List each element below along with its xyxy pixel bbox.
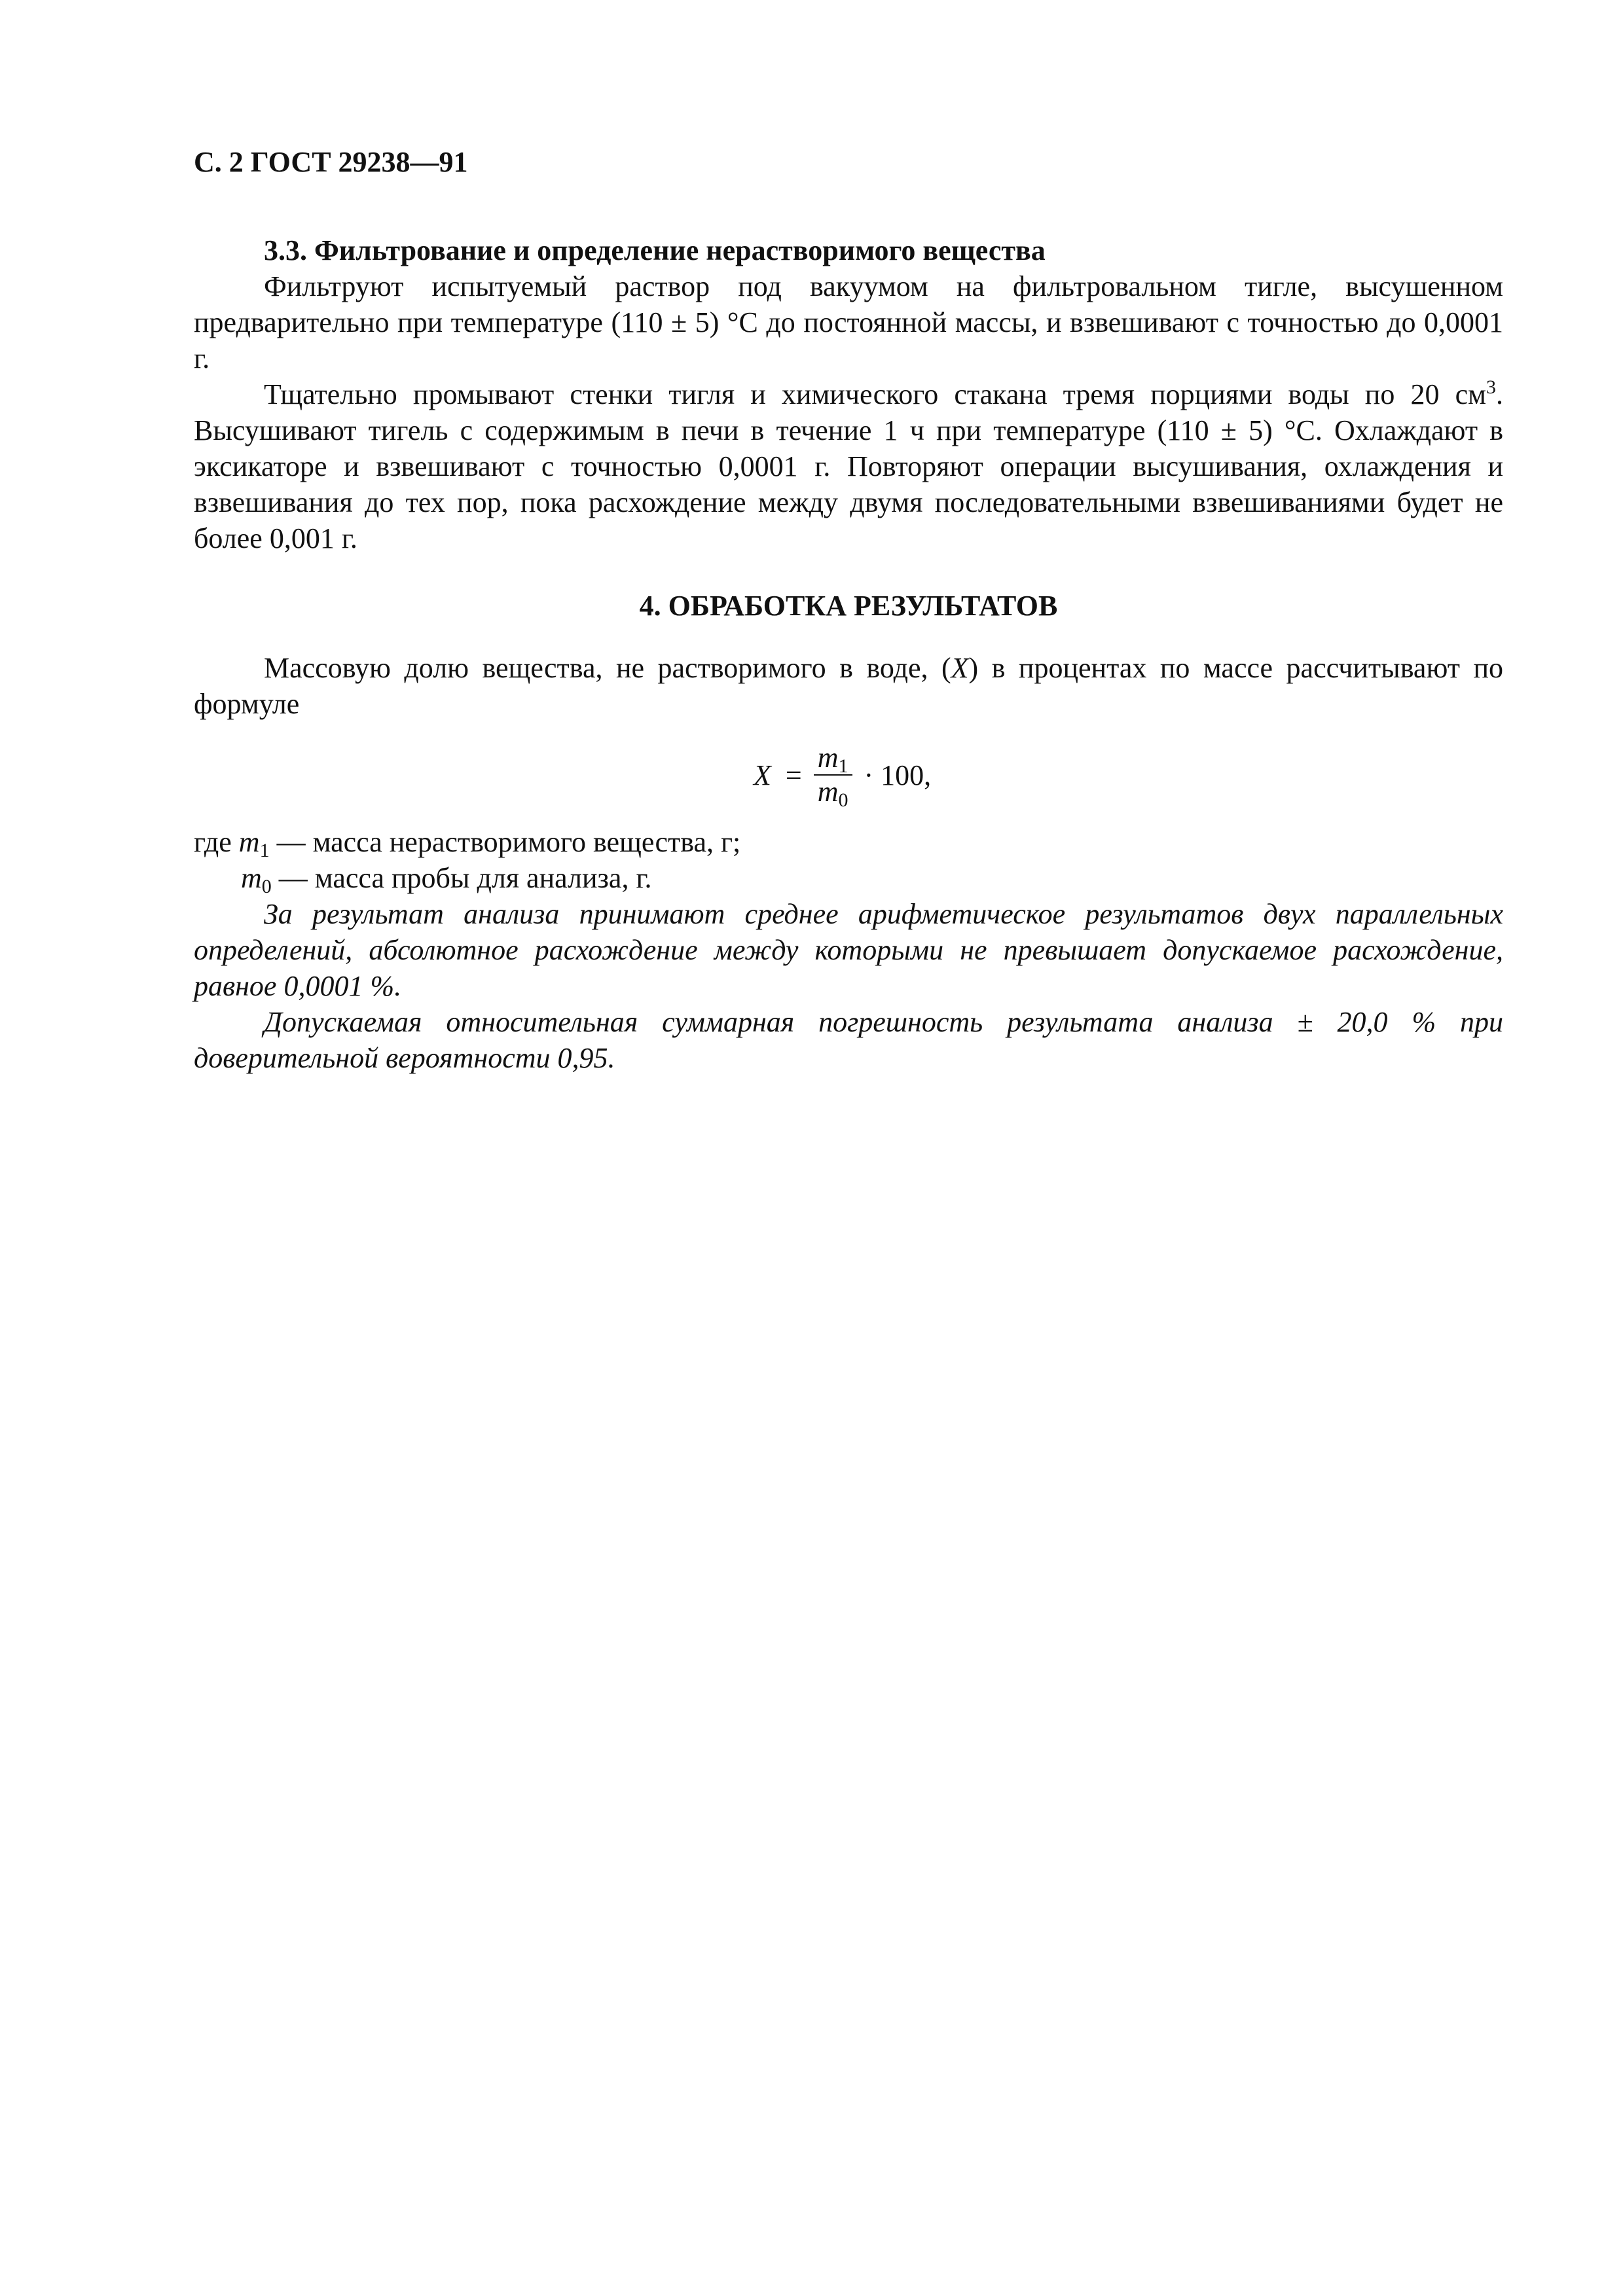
where-m0-line	[194, 860, 1503, 896]
paragraph-2-text-end: . Высушивают тигель с содержимым в печи в течение 1 ч при температуре (110 ± 5) °С. Охлаждают в эксикаторе и взвешивают с точностью 0,0001 г. Повторяют операции высушивания, охлаждения и взвешивания до тех пор, пока расхождение между двумя последовательными взвешиваниями будет не более 0,001 г.	[194, 378, 1503, 554]
error-paragraph: Допускаемая относительная суммарная погрешность результата анализа ± 20,0 % при доверительной вероятности 0,95.	[194, 1006, 1503, 1074]
cubic-superscript: 3	[1486, 376, 1496, 398]
formula-fraction	[814, 742, 852, 811]
running-head: С. 2 ГОСТ 29238—91	[194, 146, 468, 178]
where-m0-variable: m	[241, 862, 262, 894]
formula-numerator	[814, 742, 852, 776]
formula-block	[194, 736, 1503, 814]
section-4-title: 4. ОБРАБОТКА РЕЗУЛЬТАТОВ	[639, 590, 1058, 622]
formula-denominator	[814, 776, 852, 811]
subsection-3-3-paragraph-2	[194, 376, 1503, 556]
numerator-subscript: 1	[838, 755, 848, 777]
denominator-subscript: 0	[838, 789, 848, 811]
numerator-variable: m	[817, 742, 839, 774]
intro-text-end: ) в процентах по массе рассчитывают по формуле	[194, 652, 1503, 720]
where-m1-subscript: 1	[259, 840, 270, 861]
page-content	[194, 144, 1503, 1076]
where-m1-text: — масса нерастворимого вещества, г;	[269, 826, 741, 858]
where-prefix: где	[194, 826, 232, 858]
where-m1-variable: m	[238, 826, 260, 858]
formula-equals: =	[785, 759, 802, 791]
intro-text-start: Массовую долю вещества, не растворимого в воде, (	[264, 652, 951, 684]
denominator-variable: m	[817, 776, 839, 808]
subsection-3-3-title: 3.3. Фильтрование и определение нерастворимого вещества	[264, 234, 1046, 266]
section-4-intro	[194, 650, 1503, 722]
where-m1-line	[194, 824, 1503, 860]
result-paragraph: За результат анализа принимают среднее арифметическое результатов двух параллельных определений, абсолютное расхождение между которыми не превышает допускаемое расхождение, равное 0,0001 %.	[194, 898, 1503, 1002]
where-m0-subscript: 0	[261, 876, 272, 897]
formula-rhs: · 100,	[864, 759, 932, 791]
where-m0-text: — масса пробы для анализа, г.	[271, 862, 652, 894]
paragraph-2-text-start: Тщательно промывают стенки тигля и химического стакана тремя порциями воды по 20 см	[264, 378, 1486, 410]
formula	[754, 736, 931, 814]
intro-variable-x: X	[951, 652, 969, 684]
subsection-3-3-paragraph-1: Фильтруют испытуемый раствор под вакуумом на фильтровальном тигле, высушенном предварительно при температуре (110 ± 5) °С до постоянной массы, и взвешивают с точностью до 0,0001 г.	[194, 270, 1503, 374]
formula-lhs: X	[754, 759, 771, 791]
